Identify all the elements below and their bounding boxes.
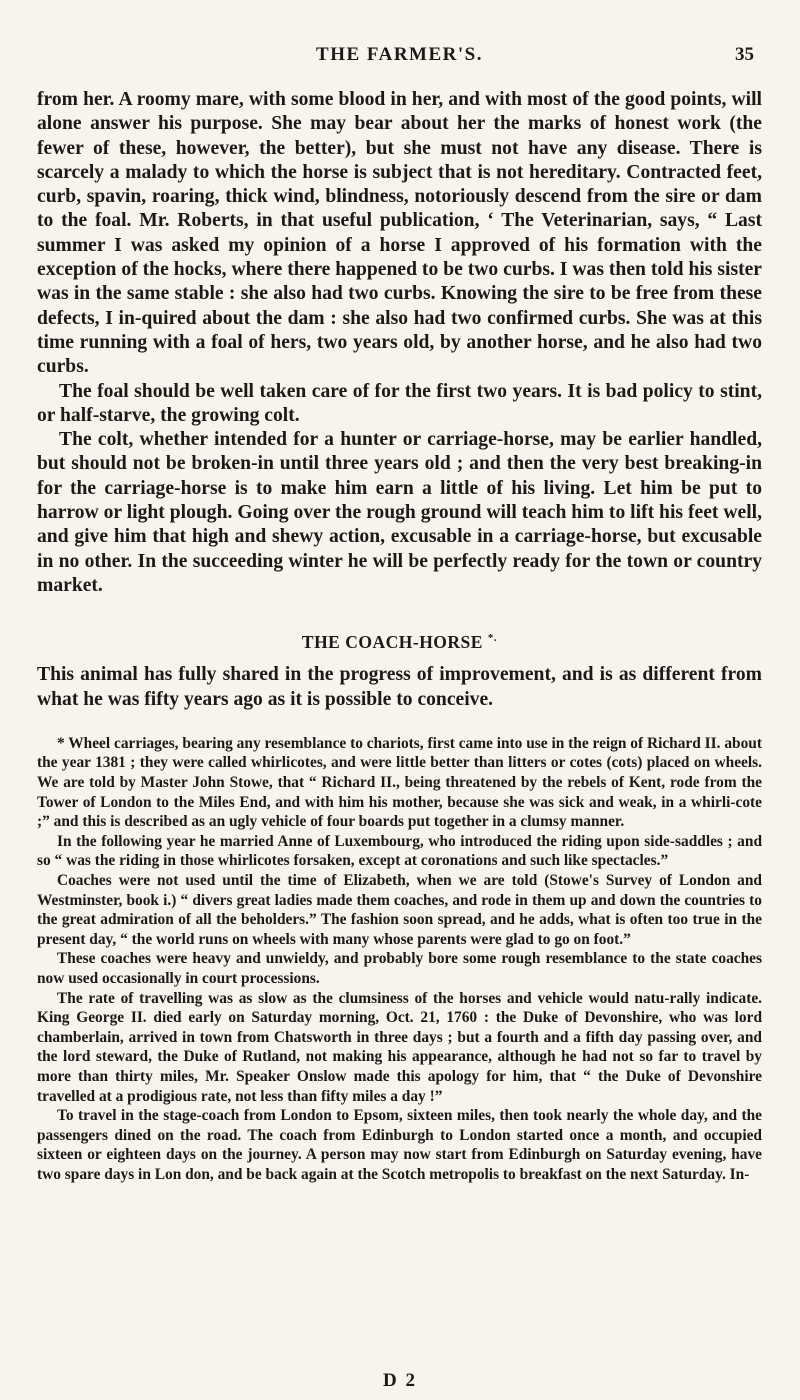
footnote-paragraph: Coaches were not used until the time of Elizabeth, when we are told (Stowe's Survey of London and Westminster, book i.) “ divers great ladies made them coaches, and rode in them up and down the countries to the great admiration of all the beholders.” The fashion soon spread, and he adds, what is often too true in the present day, “ the world runs on wheels with many whose parents were glad to go on foot.” [37,871,762,948]
section-title-text: THE COACH-HORSE [301,632,483,653]
page-header [37,38,762,68]
spacer [37,712,762,734]
paragraph: The colt, whether intended for a hunter or carriage-horse, may be earlier handled, but should not be broken-in until three years old ; and then the very best breaking-in for the carriage-horse is to make him earn a little of his living. Let him be put to harrow or light plough. Going over the rough ground will teach him to lift his feet well, and give him that high and shewy action, excusable in a carriage-horse, but excusable in no other. In the succeeding winter he will be perfectly ready for the town or country market. [37,429,762,596]
footnote-paragraph: These coaches were heavy and unwieldy, and probably bore some rough resemblance to the state coaches now used occasionally in court processions. [37,950,762,987]
footnote-paragraph: The rate of travelling was as slow as the clumsiness of the horses and vehicle would natu-rally indicate. King George II. died early on Saturday morning, Oct. 21, 1760 : the Duke of Devonshire, who was lord chamberlain, arrived in town from Chatsworth in three days ; but a fourth and a fifth day passing over, and the lord steward, the Duke of Rutland, not making his appearance, although he had not so far to travel by more than thirty miles, Mr. Speaker Onslow made this apology for him, that “ the Duke of Devonshire travelled at a prodigious rate, not less than fifty miles a day !” [37,989,762,1105]
section-heading [37,632,762,653]
signature-mark: D 2 [383,1370,417,1391]
footnote-paragraph: To travel in the stage-coach from London to Epsom, sixteen miles, then took nearly the whole day, and the passengers dined on the road. The coach from Edinburgh to London started once a month, and occupied sixteen or eighteen days on the journey. A person may now start from Edinburgh on Saturday evening, have two spare days in Lon don, and be back again at the Scotch metropolis to breakfast on the next Saturday. In- [37,1107,762,1183]
footnotes [37,734,762,1185]
page-number: 35 [735,44,754,65]
running-head: THE FARMER'S. [316,44,483,65]
footnote-paragraph: * Wheel carriages, bearing any resemblance to chariots, first came into use in the reign of Richard II. about the year 1381 ; they were called whirlicotes, and were little better than litters or cotes (cots) placed on wheels. We are told by Master John Stowe, that “ Richard II., being threatened by the rebels of Kent, rode from the Tower of London to the Miles End, and with him his mother, because she was sick and weak, in a whirli-cote ;” and this is described as an ugly vehicle of four boards put together in a clumsy manner. [37,734,762,831]
paragraph: from her. A roomy mare, with some blood in her, and with most of the good points, will alone answer his purpose. She may bear about her the marks of honest work (the fewer of these, however, the better), but she must not have any disease. There is scarcely a malady to which the horse is subject that is not hereditary. Contracted feet, curb, spavin, roaring, thick wind, blindness, notoriously descend from the sire or dam to the foal. Mr. Roberts, in that useful publication, ‘ The Veterinarian, says, “ Last summer I was asked my opinion of a horse I approved of his formation with the exception of the hocks, where there happened to be two curbs. I was then told his sister was in the same stable : she also had two curbs. Knowing the sire to be free from these defects, I in-quired about the dam : she also had two confirmed curbs. She was at this time running with a foal of hers, two years old, by another horse, and he also had two curbs. [37,89,762,378]
footnote-paragraph: In the following year he married Anne of Luxembourg, who introduced the riding upon side-saddles ; and so “ was the riding in those whirlicotes forsaken, except at coronations and such like spectacles.” [37,832,762,870]
main-text [37,88,762,712]
footnote-marker: *. [487,632,498,645]
paragraph: This animal has fully shared in the progress of improvement, and is as different from what he was fifty years ago as it is possible to conceive. [37,664,762,710]
paragraph: The foal should be well taken care of for the first two years. It is bad policy to stint, or half-starve, the growing colt. [37,380,762,426]
